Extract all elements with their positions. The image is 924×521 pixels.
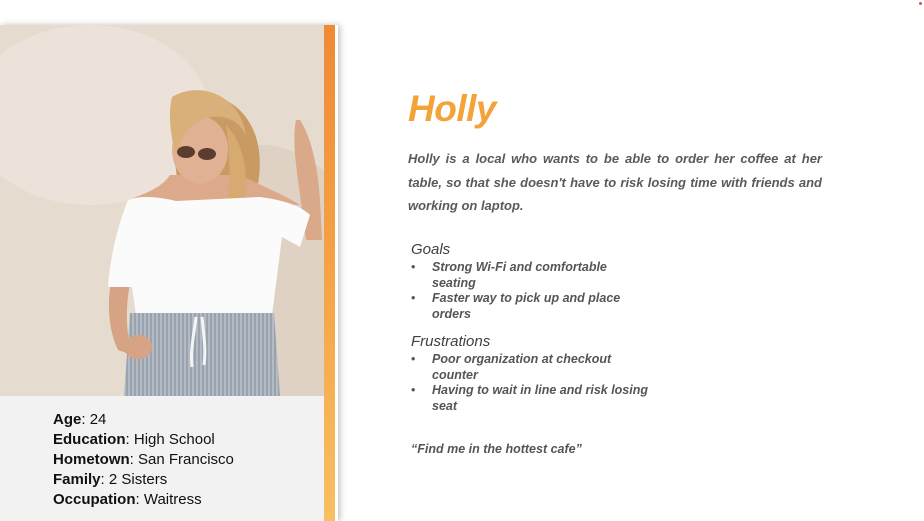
detail-label: Age [53,411,82,428]
goals-title: Goals [411,241,451,258]
bullet-icon: • [411,352,416,366]
goal-text: Faster way to pick up and place orders [432,291,621,321]
goals-list [411,260,651,322]
detail-education: Education: High School [53,431,215,448]
detail-label: Hometown [53,451,130,468]
detail-occupation: Occupation: Waitress [53,491,202,508]
detail-label: Occupation [53,491,136,508]
detail-label: Family [53,471,101,488]
detail-family: Family: 2 Sisters [53,471,168,488]
goal-text: Strong Wi-Fi and comfortable seating [432,260,607,290]
persona-details [0,396,324,521]
frustrations-list [411,352,651,414]
persona-photo [0,25,324,396]
corner-marker [919,2,922,5]
bullet-icon: • [411,291,416,305]
persona-bio: Holly is a local who wants to be able to order her coffee at her table, so that she doesn't have to risk losing time with friends and working on laptop. [408,151,822,213]
frustration-text: Poor organization at checkout counter [432,352,612,382]
persona-photo-illustration [0,25,324,396]
list-item [411,291,651,322]
detail-value: High School [133,431,215,448]
frustrations-title: Frustrations [411,333,491,350]
detail-value: San Francisco [138,451,234,468]
detail-label: Education [53,431,126,448]
detail-value: 2 Sisters [108,471,168,488]
detail-age: Age: 24 [53,411,107,428]
accent-bar [324,25,335,521]
details-list [53,410,234,510]
list-item [411,383,651,414]
frustration-text: Having to wait in line and risk losing seat [432,383,649,413]
detail-value: Waitress [143,491,202,508]
persona-quote: “Find me in the hottest cafe” [411,442,582,456]
persona-name: Holly [408,88,496,129]
list-item [411,352,651,383]
list-item [411,260,651,291]
detail-hometown: Hometown: San Francisco [53,451,234,468]
persona-card [0,25,338,521]
detail-value: 24 [89,411,107,428]
bullet-icon: • [411,260,416,274]
bullet-icon: • [411,383,416,397]
